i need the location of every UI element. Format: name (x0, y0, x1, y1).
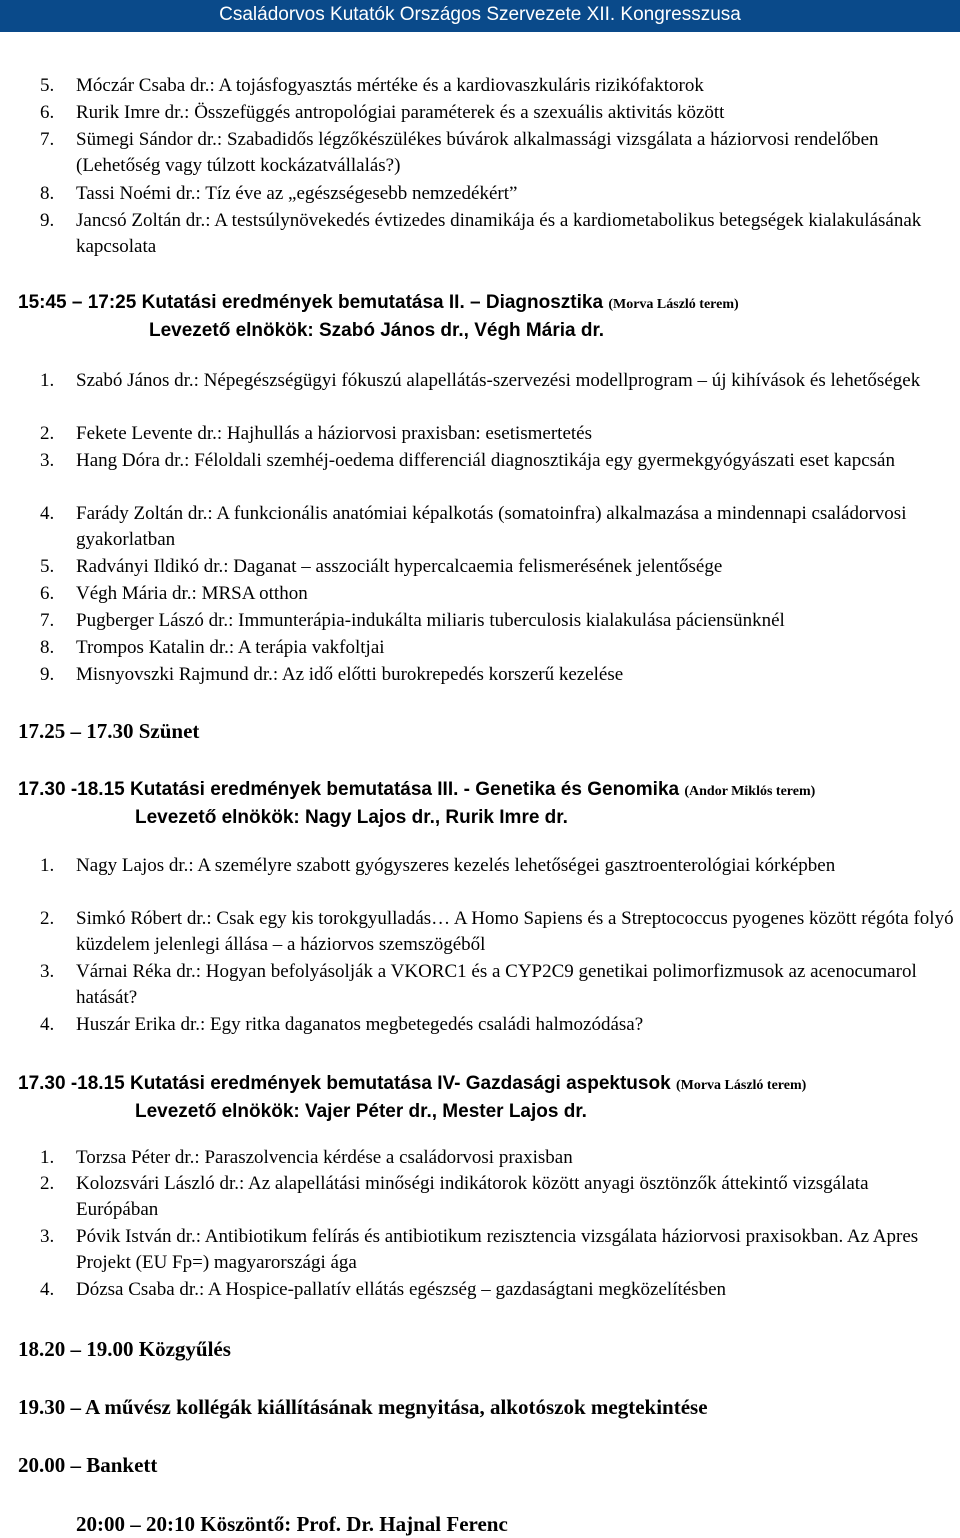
list-item: 4. Farády Zoltán dr.: A funkcionális anatómiai képalkotás (somatoinfra) alkalmazása a mindennapi családorvosi gyakorlatban (40, 503, 907, 550)
list-item: 1. Szabó János dr.: Népegészségügyi fókuszú alapellátás-szervezési modellprogram – új kihívások és lehetőségek (40, 370, 921, 391)
list-item: 9. Jancsó Zoltán dr.: A testsúlynövekedés évtizedes dinamikája és a kardiometabolikus betegségek kialakulásának kapcsolata (40, 210, 922, 257)
list-item: 4. Dózsa Csaba dr.: A Hospice-pallatív ellátás egészség – gazdaságtani megközelítésben (40, 1279, 727, 1300)
list-item: 1. Torzsa Péter dr.: Paraszolvencia kérdése a családorvosi praxisban (40, 1147, 573, 1168)
section-heading-3 (18, 777, 958, 828)
list-item: 8. Tassi Noémi dr.: Tíz éve az „egészségesebb nemzedékért” (40, 183, 518, 204)
list-item: 5. Radványi Ildikó dr.: Daganat – asszociált hypercalcaemia felismerésének jelentősége (40, 556, 723, 577)
section-room: (Andor Miklós terem) (684, 784, 816, 799)
page-header (0, 0, 960, 32)
list-item: 4. Huszár Erika dr.: Egy ritka daganatos megbetegedés családi halmozódása? (40, 1014, 644, 1035)
event-general-assembly: 18.20 – 19.00 Közgyűlés (18, 1337, 231, 1361)
section-room: (Morva László terem) (608, 297, 739, 312)
event-exhibition: 19.30 – A művész kollégák kiállításának megnyitása, alkotószok megtekintése (18, 1395, 708, 1419)
section-title: 17.30 -18.15 Kutatási eredmények bemutatása III. - Genetika és Genomika (18, 779, 680, 800)
list-item: 2. Fekete Levente dr.: Hajhullás a háziorvosi praxisban: esetismertetés (40, 423, 592, 444)
list-item: 6. Rurik Imre dr.: Összefüggés antropológiai paraméterek és a szexuális aktivitás között (40, 102, 725, 123)
list-item: 9. Misnyovszki Rajmund dr.: Az idő előtti burokrepedés korszerű kezelése (40, 664, 624, 685)
section-chairs: Levezető elnökök: Szabó János dr., Végh Mária dr. (149, 320, 605, 341)
list-item: 1. Nagy Lajos dr.: A személyre szabott gyógyszeres kezelés lehetőségei gasztroenterológiai kórképben (40, 855, 836, 876)
conference-title: Családorvos Kutatók Országos Szervezete XII. Kongresszusa (219, 4, 741, 25)
list-item: 3. Hang Dóra dr.: Féloldali szemhéj-oedema differenciál diagnosztikája egy gyermekgyógyászati eset kapcsán (40, 450, 895, 471)
list-item: 7. Sümegi Sándor dr.: Szabadidős légzőkészülékes búvárok alkalmassági vizsgálata a háziorvosi rendelőben (Lehetőség vagy túlzott kockázatvállalás?) (40, 129, 879, 176)
section-room: (Morva László terem) (675, 1078, 807, 1093)
section-title: 17.30 -18.15 Kutatási eredmények bemutatása IV- Gazdasági aspektusok (18, 1073, 671, 1094)
list-item: 2. Kolozsvári László dr.: Az alapellátási minőségi indikátorok között anyagi ösztönzők áttekintő vizsgálata Európában (40, 1173, 869, 1220)
list-item: 5. Móczár Csaba dr.: A tojásfogyasztás mértéke és a kardiovaszkuláris rizikófaktorok (40, 75, 704, 96)
section-chairs: Levezető elnökök: Vajer Péter dr., Mester Lajos dr. (135, 1101, 587, 1122)
list-item: 6. Végh Mária dr.: MRSA otthon (40, 583, 308, 604)
section-title: 15:45 – 17:25 Kutatási eredmények bemutatása II. – Diagnosztika (18, 292, 604, 313)
list-item: 3. Póvik István dr.: Antibiotikum felírás és antibiotikum rezisztencia vizsgálata háziorvosi praxisokban. Az Apres Projekt (EU Fp=) magyarországi ága (40, 1226, 919, 1273)
section-chairs: Levezető elnökök: Nagy Lajos dr., Rurik Imre dr. (135, 807, 568, 828)
list-item: 3. Várnai Réka dr.: Hogyan befolyásolják a VKORC1 és a CYP2C9 genetikai polimorfizmusok az acenocumarol hatását? (40, 961, 917, 1008)
list-item: 2. Simkó Róbert dr.: Csak egy kis torokgyulladás… A Homo Sapiens és a Streptococcus pyogenes között régóta folyó küzdelem jelenlegi állása – a háziorvos szemszögéből (40, 908, 954, 955)
break-line: 17.25 – 17.30 Szünet (18, 719, 200, 743)
event-greeting: 20:00 – 20:10 Köszöntő: Prof. Dr. Hajnal Ferenc (76, 1512, 508, 1536)
list-item: 8. Trompos Katalin dr.: A terápia vakfoltjai (40, 637, 385, 658)
section-heading-2 (18, 290, 958, 341)
section-heading-4 (18, 1071, 958, 1122)
event-banquet: 20.00 – Bankett (18, 1453, 158, 1477)
list-item: 7. Pugberger Lászó dr.: Immunterápia-indukálta miliaris tuberculosis kialakulása páciensünknél (40, 610, 785, 631)
